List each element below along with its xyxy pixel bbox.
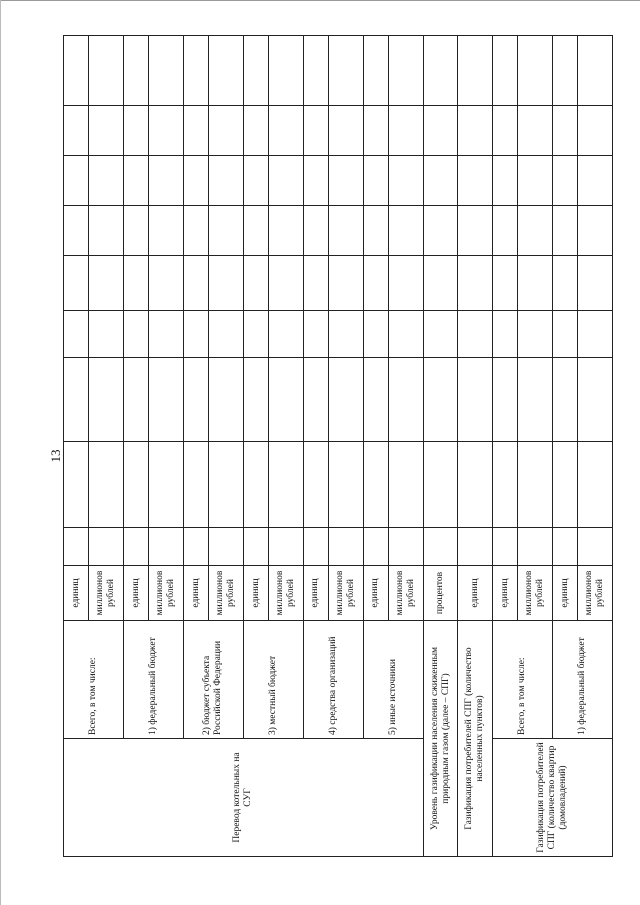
value-cell: [243, 528, 268, 566]
value-cell: [303, 256, 328, 311]
value-cell: [269, 358, 304, 442]
value-cell: [269, 311, 304, 358]
value-cell: [64, 442, 89, 528]
value-cell: [209, 256, 244, 311]
value-cell: [183, 106, 208, 156]
value-cell: [578, 36, 613, 106]
value-cell: [89, 106, 124, 156]
value-cell: [329, 206, 364, 256]
value-cell: [389, 256, 424, 311]
value-cell: [458, 358, 493, 442]
table-row: [183, 36, 208, 857]
value-cell: [329, 311, 364, 358]
value-cell: [329, 106, 364, 156]
value-cell: [363, 256, 388, 311]
value-cell: [578, 256, 613, 311]
value-cell: [149, 528, 184, 566]
value-cell: [243, 311, 268, 358]
value-cell: [89, 442, 124, 528]
value-cell: [389, 528, 424, 566]
source-cell: 2) бюджет субъекта Российской Федерации: [183, 621, 243, 739]
value-cell: [363, 528, 388, 566]
value-cell: [243, 358, 268, 442]
value-cell: [123, 106, 148, 156]
value-cell: [149, 36, 184, 106]
value-cell: [458, 311, 493, 358]
value-cell: [492, 442, 517, 528]
value-cell: [458, 36, 493, 106]
value-cell: [149, 156, 184, 206]
rotated-table-container: [63, 36, 613, 857]
value-cell: [552, 206, 577, 256]
value-cell: [269, 36, 304, 106]
unit-cell: единиц: [183, 566, 208, 621]
value-cell: [149, 206, 184, 256]
value-cell: [209, 106, 244, 156]
value-cell: [64, 358, 89, 442]
unit-cell: единиц: [123, 566, 148, 621]
value-cell: [303, 442, 328, 528]
value-cell: [518, 106, 553, 156]
value-cell: [243, 256, 268, 311]
value-cell: [518, 311, 553, 358]
value-cell: [209, 311, 244, 358]
value-cell: [492, 106, 517, 156]
value-cell: [64, 206, 89, 256]
value-cell: [89, 311, 124, 358]
unit-cell: миллионов рублей: [89, 566, 124, 621]
value-cell: [578, 206, 613, 256]
indicator-cell: Уровень газификации населения сжиженным природным газом (далее – СПГ): [423, 621, 458, 857]
value-cell: [183, 442, 208, 528]
value-cell: [183, 311, 208, 358]
unit-cell: единиц: [64, 566, 89, 621]
value-cell: [64, 156, 89, 206]
value-cell: [518, 256, 553, 311]
value-cell: [552, 442, 577, 528]
value-cell: [243, 442, 268, 528]
value-cell: [363, 36, 388, 106]
unit-cell: единиц: [243, 566, 268, 621]
source-cell: Всего, в том числе:: [64, 621, 124, 739]
table-row: [423, 36, 458, 857]
unit-cell: миллионов рублей: [209, 566, 244, 621]
value-cell: [303, 206, 328, 256]
indicator-cell: Газификация потребителей СПГ (количество квартир (домовладений): [492, 739, 612, 857]
value-cell: [183, 256, 208, 311]
unit-cell: единиц: [303, 566, 328, 621]
source-cell: 5) иные источники: [363, 621, 423, 739]
value-cell: [552, 256, 577, 311]
value-cell: [64, 311, 89, 358]
table-row: [552, 36, 577, 857]
value-cell: [518, 442, 553, 528]
value-cell: [578, 156, 613, 206]
value-cell: [458, 106, 493, 156]
value-cell: [149, 311, 184, 358]
value-cell: [578, 311, 613, 358]
value-cell: [209, 358, 244, 442]
value-cell: [552, 36, 577, 106]
value-cell: [492, 311, 517, 358]
value-cell: [423, 528, 458, 566]
value-cell: [123, 256, 148, 311]
table-row: [458, 36, 493, 857]
value-cell: [149, 358, 184, 442]
value-cell: [423, 206, 458, 256]
value-cell: [303, 156, 328, 206]
value-cell: [303, 36, 328, 106]
source-cell: Всего, в том числе:: [492, 621, 552, 739]
value-cell: [183, 528, 208, 566]
value-cell: [243, 156, 268, 206]
value-cell: [64, 36, 89, 106]
value-cell: [183, 156, 208, 206]
unit-cell: миллионов рублей: [149, 566, 184, 621]
value-cell: [492, 206, 517, 256]
table-row: [303, 36, 328, 857]
value-cell: [123, 36, 148, 106]
value-cell: [518, 36, 553, 106]
value-cell: [64, 528, 89, 566]
value-cell: [64, 106, 89, 156]
value-cell: [423, 36, 458, 106]
scan-edge-line: [0, 0, 640, 1]
value-cell: [123, 206, 148, 256]
value-cell: [123, 358, 148, 442]
value-cell: [578, 358, 613, 442]
value-cell: [89, 156, 124, 206]
unit-cell: единиц: [458, 566, 493, 621]
value-cell: [269, 106, 304, 156]
value-cell: [123, 442, 148, 528]
value-cell: [458, 528, 493, 566]
value-cell: [363, 442, 388, 528]
value-cell: [123, 528, 148, 566]
value-cell: [423, 106, 458, 156]
value-cell: [492, 528, 517, 566]
value-cell: [389, 311, 424, 358]
value-cell: [363, 106, 388, 156]
value-cell: [518, 528, 553, 566]
value-cell: [209, 528, 244, 566]
value-cell: [89, 206, 124, 256]
value-cell: [183, 206, 208, 256]
value-cell: [269, 256, 304, 311]
value-cell: [552, 106, 577, 156]
value-cell: [303, 528, 328, 566]
unit-cell: единиц: [492, 566, 517, 621]
indicators-table: [63, 35, 613, 857]
value-cell: [269, 528, 304, 566]
value-cell: [389, 358, 424, 442]
value-cell: [458, 206, 493, 256]
value-cell: [183, 358, 208, 442]
value-cell: [458, 442, 493, 528]
value-cell: [518, 358, 553, 442]
value-cell: [492, 256, 517, 311]
value-cell: [303, 106, 328, 156]
value-cell: [243, 36, 268, 106]
value-cell: [423, 156, 458, 206]
value-cell: [329, 358, 364, 442]
value-cell: [64, 256, 89, 311]
value-cell: [303, 358, 328, 442]
value-cell: [363, 358, 388, 442]
indicator-cell: Газификация потребителей СПГ (количество населенных пунктов): [458, 621, 493, 857]
value-cell: [149, 256, 184, 311]
value-cell: [89, 528, 124, 566]
value-cell: [552, 358, 577, 442]
value-cell: [492, 36, 517, 106]
value-cell: [89, 36, 124, 106]
value-cell: [578, 106, 613, 156]
value-cell: [269, 442, 304, 528]
value-cell: [209, 442, 244, 528]
table-row: [64, 36, 89, 857]
source-cell: 3) местный бюджет: [243, 621, 303, 739]
value-cell: [123, 311, 148, 358]
unit-cell: единиц: [552, 566, 577, 621]
source-cell: 4) средства организаций: [303, 621, 363, 739]
value-cell: [329, 256, 364, 311]
value-cell: [389, 206, 424, 256]
unit-cell: миллионов рублей: [518, 566, 553, 621]
value-cell: [518, 156, 553, 206]
unit-cell: процентов: [423, 566, 458, 621]
value-cell: [389, 442, 424, 528]
unit-cell: миллионов рублей: [578, 566, 613, 621]
value-cell: [303, 311, 328, 358]
value-cell: [389, 106, 424, 156]
value-cell: [389, 36, 424, 106]
unit-cell: миллионов рублей: [389, 566, 424, 621]
value-cell: [269, 156, 304, 206]
value-cell: [578, 528, 613, 566]
value-cell: [518, 206, 553, 256]
value-cell: [329, 528, 364, 566]
value-cell: [423, 256, 458, 311]
value-cell: [209, 156, 244, 206]
value-cell: [458, 156, 493, 206]
value-cell: [329, 36, 364, 106]
scan-margin-line: [0, 0, 1, 905]
value-cell: [552, 528, 577, 566]
table-row: [363, 36, 388, 857]
value-cell: [243, 106, 268, 156]
indicator-cell: Перевод котельных на СУГ: [64, 739, 424, 857]
value-cell: [123, 156, 148, 206]
value-cell: [183, 36, 208, 106]
unit-cell: миллионов рублей: [269, 566, 304, 621]
value-cell: [89, 358, 124, 442]
value-cell: [423, 311, 458, 358]
value-cell: [209, 206, 244, 256]
value-cell: [149, 106, 184, 156]
page-number: 13: [48, 449, 63, 463]
value-cell: [89, 256, 124, 311]
value-cell: [552, 156, 577, 206]
value-cell: [363, 311, 388, 358]
table-row: [123, 36, 148, 857]
value-cell: [552, 311, 577, 358]
value-cell: [423, 358, 458, 442]
value-cell: [329, 442, 364, 528]
unit-cell: единиц: [363, 566, 388, 621]
value-cell: [243, 206, 268, 256]
value-cell: [149, 442, 184, 528]
value-cell: [492, 156, 517, 206]
value-cell: [389, 156, 424, 206]
source-cell: 1) федеральный бюджет: [123, 621, 183, 739]
value-cell: [209, 36, 244, 106]
value-cell: [578, 442, 613, 528]
value-cell: [492, 358, 517, 442]
value-cell: [269, 206, 304, 256]
unit-cell: миллионов рублей: [329, 566, 364, 621]
value-cell: [363, 206, 388, 256]
source-cell: 1) федеральный бюджет: [552, 621, 612, 739]
value-cell: [329, 156, 364, 206]
value-cell: [363, 156, 388, 206]
table-row: [492, 36, 517, 857]
value-cell: [458, 256, 493, 311]
value-cell: [423, 442, 458, 528]
table-row: [243, 36, 268, 857]
